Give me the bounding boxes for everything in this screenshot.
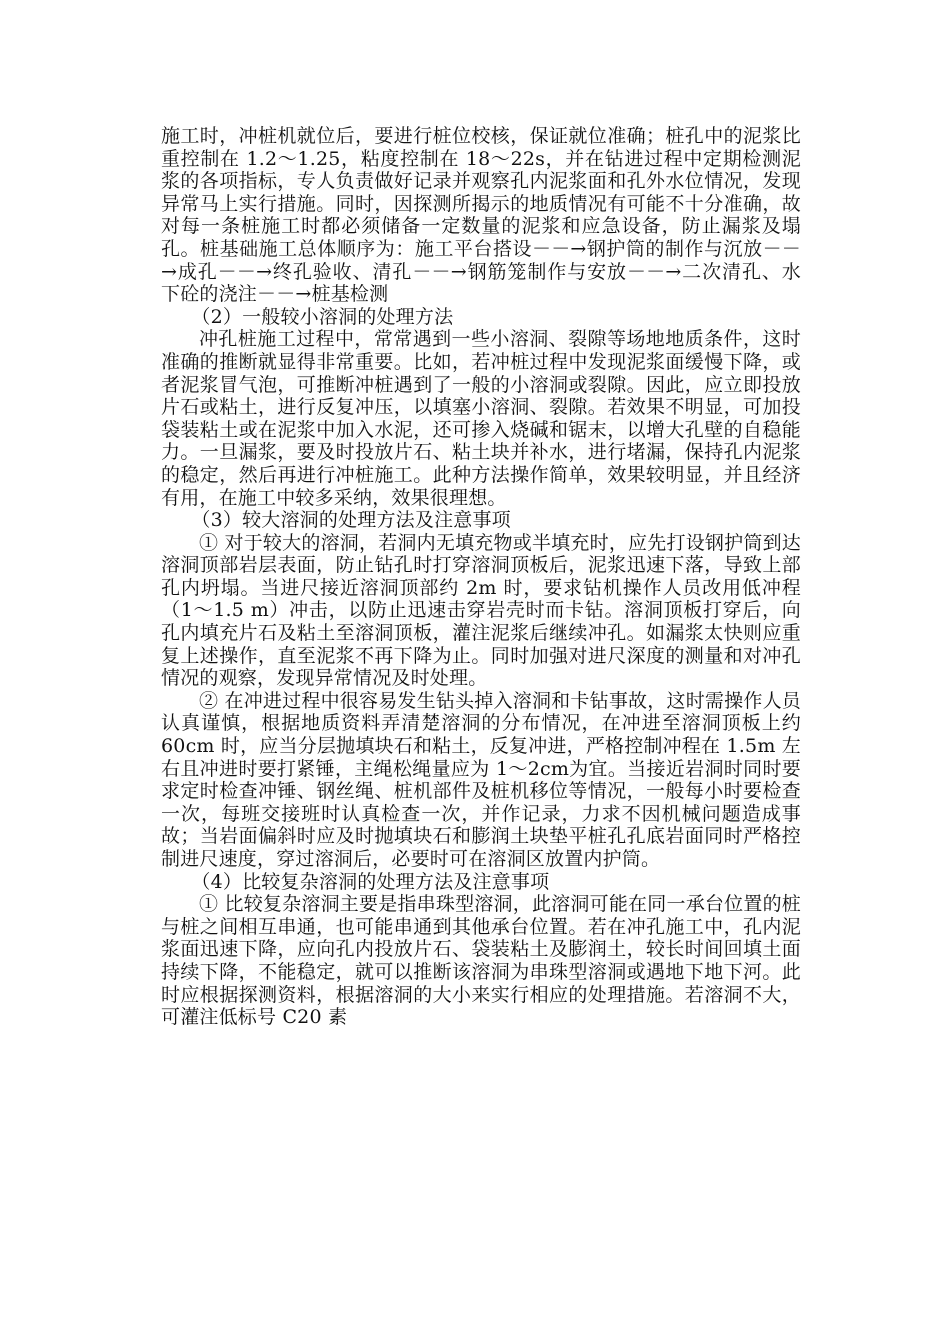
section-heading-complex-cave: （4）比较复杂溶洞的处理方法及注意事项 (191, 870, 550, 893)
section-heading-small-cave: （2）一般较小溶洞的处理方法 (191, 305, 454, 328)
paragraph-large-cave-2: ② 在冲进过程中很容易发生钻头掉入溶洞和卡钻事故，这时需操作人员认真谨慎，根据地质资料弄清楚溶洞的分布情况，在冲进至溶洞顶板上约 60cm 时，应当分层抛填块石和粘土，反复冲进，严格控制冲程在 1.5m 左右且冲进时要打紧锤，主绳松绳量应为 1～2cm为宜。当接近岩洞时同时要求定时检查冲锤、钢丝绳、桩机部件及桩机移位等情况，一般每小时要检查一次，每班交接班时认真检查一次，并作记录，力求不因机械问题造成事故；当岩面偏斜时应及时抛填块石和膨润土块垫平桩孔孔底岩面同时严格控制进尺速度，穿过溶洞后，必要时可在溶洞区放置内护筒。 (161, 689, 801, 870)
section-heading-large-cave: （3）较大溶洞的处理方法及注意事项 (191, 509, 511, 532)
paragraph-complex-cave-1: ① 比较复杂溶洞主要是指串珠型溶洞，此溶洞可能在同一承台位置的桩与桩之间相互串通，也可能串通到其他承台位置。若在冲孔施工中，孔内泥浆面迅速下降，应向孔内投放片石、袋装粘土及膨润土，较长时间回填土面持续下降，不能稳定，就可以推断该溶洞为串珠型溶洞或遇地下地下河。此时应根据探测资料，根据溶洞的大小来实行相应的处理措施。若溶洞不大，可灌注低标号 C20 素 (161, 893, 801, 1029)
paragraph-large-cave-1: ① 对于较大的溶洞，若洞内无填充物或半填充时，应先打设钢护筒到达溶洞顶部岩层表面，防止钻孔时打穿溶洞顶板后，泥浆迅速下落，导致上部孔内坍塌。当进尺接近溶洞顶部约 2m 时，要求钻机操作人员改用低冲程（1～1.5 m）冲击，以防止迅速击穿岩壳时而卡钻。溶洞顶板打穿后，向孔内填充片石及粘土至溶洞顶板，灌注泥浆后继续冲孔。如漏浆太快则应重复上述操作，直至泥浆不再下降为止。同时加强对进尺深度的测量和对冲孔情况的观察，发现异常情况及时处理。 (161, 531, 801, 690)
document-body (161, 125, 801, 1029)
paragraph-small-cave: 冲孔桩施工过程中，常常遇到一些小溶洞、裂隙等场地地质条件，这时准确的推断就显得非常重要。比如，若冲桩过程中发现泥浆面缓慢下降，或者泥浆冒气泡，可推断冲桩遇到了一般的小溶洞或裂隙。因此，应立即投放片石或粘土，进行反复冲压，以填塞小溶洞、裂隙。若效果不明显，可加投袋装粘土或在泥浆中加入水泥，还可掺入烧碱和锯末，以增大孔壁的自稳能力。一旦漏浆，要及时投放片石、粘土块并补水，进行堵漏，保持孔内泥浆的稳定，然后再进行冲桩施工。此种方法操作简单，效果较明显，并且经济有用，在施工中较多采纳，效果很理想。 (161, 328, 801, 509)
paragraph-construction-sequence: 施工时，冲桩机就位后，要进行桩位校核，保证就位准确；桩孔中的泥浆比重控制在 1.2～1.25，粘度控制在 18～22s，并在钻进过程中定期检测泥浆的各项指标，专人负责做好记录并观察孔内泥浆面和孔外水位情况，发现异常马上实行措施。同时，因探测所揭示的地质情况有可能不十分准确，故对每一条桩施工时都必须储备一定数量的泥浆和应急设备，防止漏浆及塌孔。桩基础施工总体顺序为：施工平台搭设－－→钢护筒的制作与沉放－－→成孔－－→终孔验收、清孔－－→钢筋笼制作与安放－－→二次清孔、水下砼的浇注－－→桩基检测 (161, 125, 801, 306)
